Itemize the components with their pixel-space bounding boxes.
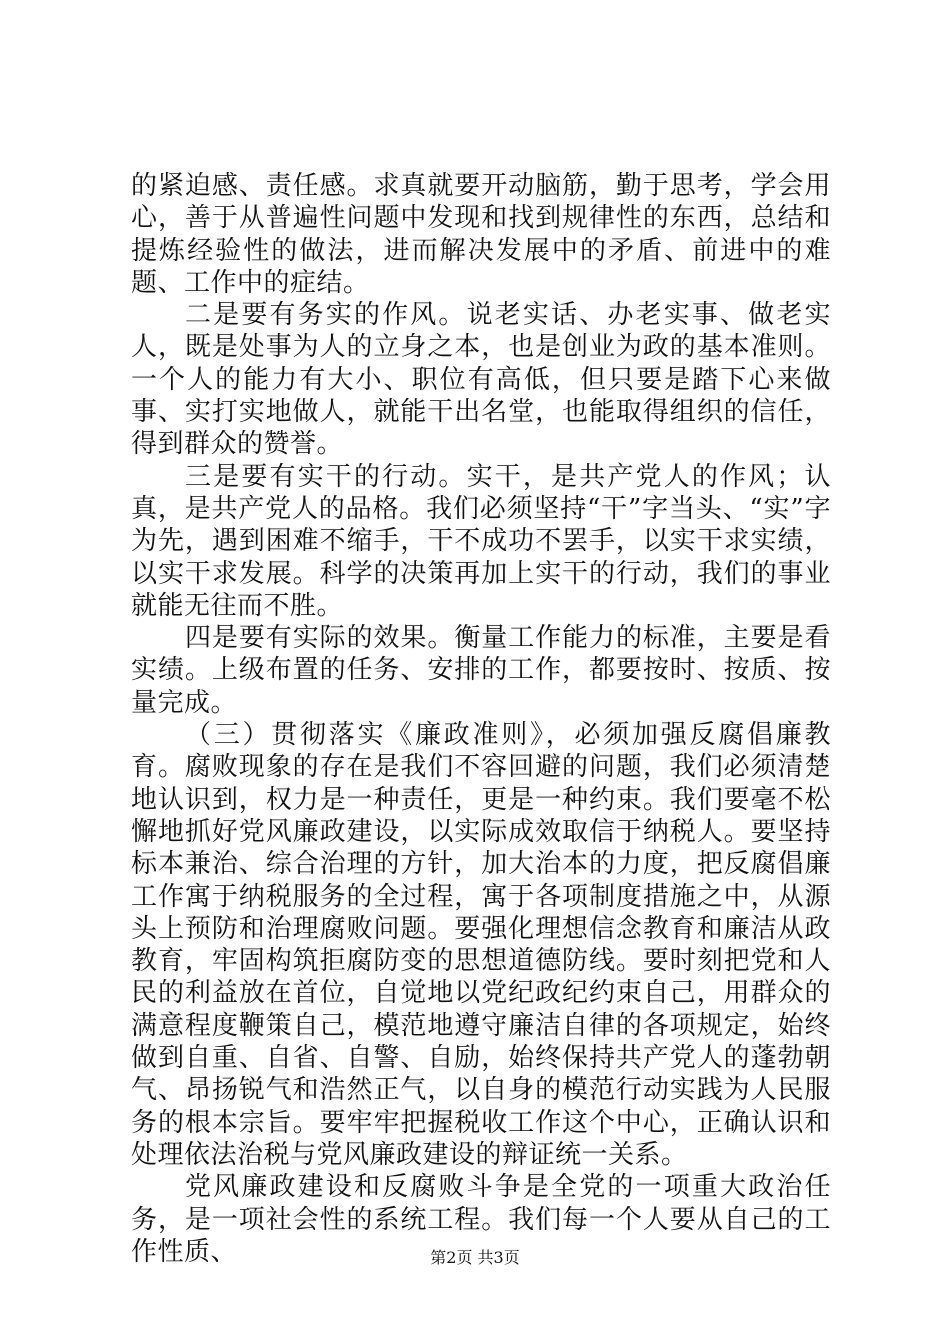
paragraph-party-conduct: 党风廉政建设和反腐败斗争是全党的一项重大政治任务，是一项社会性的系统工程。我们每一个人要从自己的工作性质、 xyxy=(131,1172,831,1267)
paragraph-practical-style: 二是要有务实的作风。说老实话、办老实事、做老实人，既是处事为人的立身之本，也是创业为政的基本准则。一个人的能力有大小、职位有高低，但只要是踏下心来做事、实打实地做人，就能干出名堂，也能取得组织的信任，得到群众的赞誉。 xyxy=(131,300,831,460)
page-number-footer: 第2页 共3页 xyxy=(430,1248,520,1267)
paragraph-continuation: 的紧迫感、责任感。求真就要开动脑筋，勤于思考，学会用心，善于从普遍性问题中发现和找到规律性的东西，总结和提炼经验性的做法，进而解决发展中的矛盾、前进中的难题、工作中的症结。 xyxy=(131,171,831,298)
paragraph-anti-corruption-education: （三）贯彻落实《廉政准则》，必须加强反腐倡廉教育。腐败现象的存在是我们不容回避的问题，我们必须清楚地认识到，权力是一种责任，更是一种约束。我们要毫不松懈地抓好党风廉政建设，以实际成效取信于纳税人。要坚持标本兼治、综合治理的方针，加大治本的力度，把反腐倡廉工作寓于纳税服务的全过程，寓于各项制度措施之中，从源头上预防和治理腐败问题。要强化理想信念教育和廉洁从政教育，牢固构筑拒腐防变的思想道德防线。要时刻把党和人民的利益放在首位，自觉地以党纪政纪约束自己，用群众的满意程度鞭策自己，模范地遵守廉洁自律的各项规定，始终做到自重、自省、自警、自励，始终保持共产党人的蓬勃朝气、昂扬锐气和浩然正气，以自身的模范行动实践为人民服务的根本宗旨。要牢牢把握税收工作这个中心，正确认识和处理依法治税与党风廉政建设的辩证统一关系。 xyxy=(131,720,831,1170)
paragraph-actual-effect: 四是要有实际的效果。衡量工作能力的标准，主要是看实绩。上级布置的任务、安排的工作，都要按时、按质、按量完成。 xyxy=(131,623,831,718)
paragraph-practical-action: 三是要有实干的行动。实干，是共产党人的作风；认真，是共产党人的品格。我们必须坚持“干”字当头、“实”字为先，遇到困难不缩手，干不成功不罢手，以实干求实绩，以实干求发展。科学的决策再加上实干的行动，我们的事业就能无往而不胜。 xyxy=(131,461,831,621)
document-body xyxy=(131,170,831,1268)
